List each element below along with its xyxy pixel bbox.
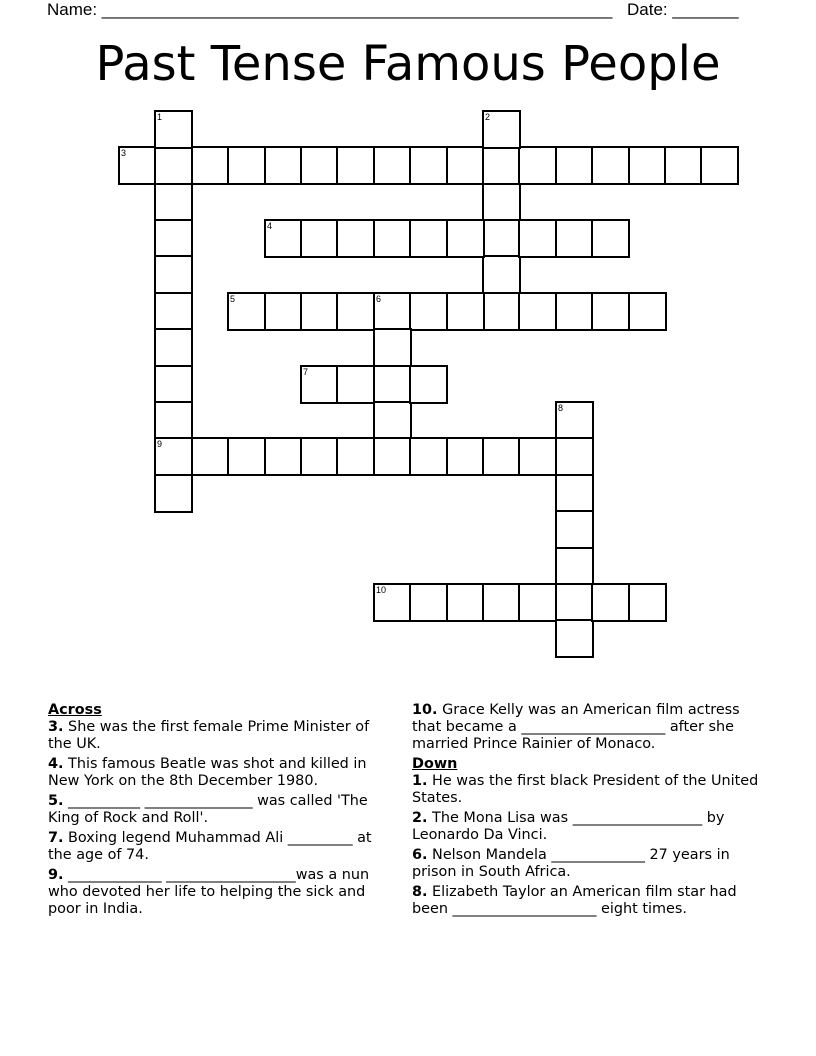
crossword-cell[interactable]: [227, 437, 266, 476]
crossword-cell[interactable]: [373, 365, 412, 404]
crossword-cell[interactable]: [555, 547, 594, 586]
clue-number: 1.: [412, 773, 428, 789]
clue-number: 7.: [48, 830, 64, 846]
crossword-cell[interactable]: [555, 474, 594, 513]
crossword-cell[interactable]: [373, 328, 412, 367]
crossword-cell[interactable]: [518, 583, 557, 622]
crossword-cell[interactable]: [628, 146, 667, 185]
cell-clue-number: 4: [267, 221, 273, 231]
crossword-cell[interactable]: [300, 219, 339, 258]
clue-across-3: [48, 719, 393, 753]
clue-number: 3.: [48, 719, 64, 735]
clue-text: Nelson Mandela _____________ 27 years in prison in South Africa.: [412, 847, 730, 880]
crossword-cell[interactable]: [518, 292, 557, 331]
crossword-cell[interactable]: [555, 437, 594, 476]
crossword-cell[interactable]: [373, 219, 412, 258]
crossword-cell[interactable]: [264, 219, 303, 258]
crossword-cell[interactable]: [409, 292, 448, 331]
crossword-cell[interactable]: [154, 365, 193, 404]
date-field-line: Date: _______: [627, 0, 739, 19]
crossword-cell[interactable]: [154, 292, 193, 331]
clue-number: 4.: [48, 756, 64, 772]
clue-number: 8.: [412, 884, 428, 900]
crossword-cell[interactable]: [154, 255, 193, 294]
clue-down-1: [412, 773, 772, 807]
crossword-cell[interactable]: [628, 292, 667, 331]
crossword-cell[interactable]: [154, 328, 193, 367]
cell-clue-number: 7: [303, 367, 309, 377]
crossword-cell[interactable]: [591, 146, 630, 185]
crossword-cell[interactable]: [555, 146, 594, 185]
crossword-cell[interactable]: [518, 219, 557, 258]
clue-text: He was the first black President of the United States.: [412, 773, 759, 806]
crossword-cell[interactable]: [373, 401, 412, 440]
crossword-cell[interactable]: [555, 401, 594, 440]
crossword-cell[interactable]: [154, 146, 193, 185]
page-title: Past Tense Famous People: [95, 36, 721, 92]
crossword-cell[interactable]: [300, 146, 339, 185]
cell-clue-number: 10: [376, 585, 387, 595]
crossword-cell[interactable]: [264, 292, 303, 331]
crossword-cell[interactable]: [482, 146, 521, 185]
clue-number: 2.: [412, 810, 428, 826]
crossword-cell[interactable]: [446, 219, 485, 258]
clue-down-6: [412, 847, 772, 881]
clue-number: 10.: [412, 702, 438, 718]
crossword-cell[interactable]: [628, 583, 667, 622]
crossword-cell[interactable]: [446, 437, 485, 476]
clue-text: The Mona Lisa was __________________ by Leonardo Da Vinci.: [412, 810, 725, 843]
crossword-cell[interactable]: [154, 219, 193, 258]
crossword-cell[interactable]: [227, 146, 266, 185]
crossword-cell[interactable]: [191, 146, 230, 185]
down-heading: Down: [412, 756, 458, 772]
cell-clue-number: 9: [157, 439, 163, 449]
clue-down-2: [412, 810, 772, 844]
crossword-cell[interactable]: [154, 474, 193, 513]
crossword-cell[interactable]: [409, 219, 448, 258]
clue-down-8: [412, 884, 772, 918]
crossword-cell[interactable]: [664, 146, 703, 185]
crossword-cell[interactable]: [118, 146, 157, 185]
crossword-cell[interactable]: [336, 146, 375, 185]
clue-across-10: [412, 702, 772, 753]
crossword-cell[interactable]: [482, 110, 521, 149]
crossword-cell[interactable]: [555, 510, 594, 549]
crossword-cell[interactable]: [446, 292, 485, 331]
crossword-cell[interactable]: [336, 365, 375, 404]
crossword-cell[interactable]: [409, 437, 448, 476]
clue-text: __________ _______________ was called 'The King of Rock and Roll'.: [48, 793, 368, 826]
crossword-cell[interactable]: [700, 146, 739, 185]
crossword-cell[interactable]: [482, 255, 521, 294]
clue-across-7: [48, 830, 393, 864]
crossword-cell[interactable]: [336, 219, 375, 258]
crossword-cell[interactable]: [154, 401, 193, 440]
crossword-cell[interactable]: [409, 583, 448, 622]
cell-clue-number: 6: [376, 294, 382, 304]
clue-across-4: [48, 756, 393, 790]
crossword-cell[interactable]: [482, 437, 521, 476]
crossword-cell[interactable]: [446, 146, 485, 185]
clue-text: Elizabeth Taylor an American film star had been ____________________ eight times.: [412, 884, 737, 917]
cell-clue-number: 2: [485, 112, 491, 122]
clues-right-column: [412, 702, 772, 921]
crossword-cell[interactable]: [373, 583, 412, 622]
clue-across-5: [48, 793, 393, 827]
clue-across-9: [48, 867, 393, 918]
across-heading: Across: [48, 702, 102, 718]
crossword-cell[interactable]: [518, 146, 557, 185]
crossword-cell[interactable]: [300, 292, 339, 331]
clue-text: This famous Beatle was shot and killed in New York on the 8th December 1980.: [48, 756, 367, 789]
crossword-cell[interactable]: [482, 219, 521, 258]
crossword-cell[interactable]: [555, 619, 594, 658]
crossword-cell[interactable]: [154, 183, 193, 222]
crossword-cell[interactable]: [591, 292, 630, 331]
clue-number: 9.: [48, 867, 64, 883]
crossword-cell[interactable]: [300, 365, 339, 404]
crossword-cell[interactable]: [482, 583, 521, 622]
crossword-cell[interactable]: [373, 292, 412, 331]
crossword-cell[interactable]: [373, 146, 412, 185]
clue-number: 6.: [412, 847, 428, 863]
crossword-cell[interactable]: [373, 437, 412, 476]
crossword-cell[interactable]: [555, 292, 594, 331]
crossword-cell[interactable]: [336, 437, 375, 476]
clue-text: She was the first female Prime Minister of the UK.: [48, 719, 370, 752]
clue-number: 5.: [48, 793, 64, 809]
crossword-cell[interactable]: [555, 219, 594, 258]
clues-left-column: [48, 702, 393, 921]
crossword-cell[interactable]: [336, 292, 375, 331]
cell-clue-number: 5: [230, 294, 236, 304]
crossword-cell[interactable]: [591, 583, 630, 622]
clue-text: Grace Kelly was an American film actress that became a ____________________ after she married Prince Rainier of Monaco.: [412, 702, 740, 752]
cell-clue-number: 3: [121, 148, 127, 158]
crossword-cell[interactable]: [154, 110, 193, 149]
crossword-cell[interactable]: [154, 437, 193, 476]
crossword-cell[interactable]: [482, 292, 521, 331]
crossword-cell[interactable]: [300, 437, 339, 476]
crossword-cell[interactable]: [482, 183, 521, 222]
crossword-cell[interactable]: [518, 437, 557, 476]
cell-clue-number: 1: [157, 112, 163, 122]
clue-text: Boxing legend Muhammad Ali _________ at the age of 74.: [48, 830, 372, 863]
crossword-cell[interactable]: [227, 292, 266, 331]
crossword-cell[interactable]: [191, 437, 230, 476]
crossword-cell[interactable]: [409, 365, 448, 404]
name-field-line: Name: ______________________________________________________: [47, 0, 613, 19]
crossword-cell[interactable]: [264, 146, 303, 185]
cell-clue-number: 8: [558, 403, 564, 413]
crossword-cell[interactable]: [555, 583, 594, 622]
crossword-cell[interactable]: [591, 219, 630, 258]
clue-text: _____________ __________________was a nun who devoted her life to helping the sick and poor in India.: [48, 867, 370, 917]
crossword-cell[interactable]: [264, 437, 303, 476]
crossword-cell[interactable]: [446, 583, 485, 622]
crossword-cell[interactable]: [409, 146, 448, 185]
